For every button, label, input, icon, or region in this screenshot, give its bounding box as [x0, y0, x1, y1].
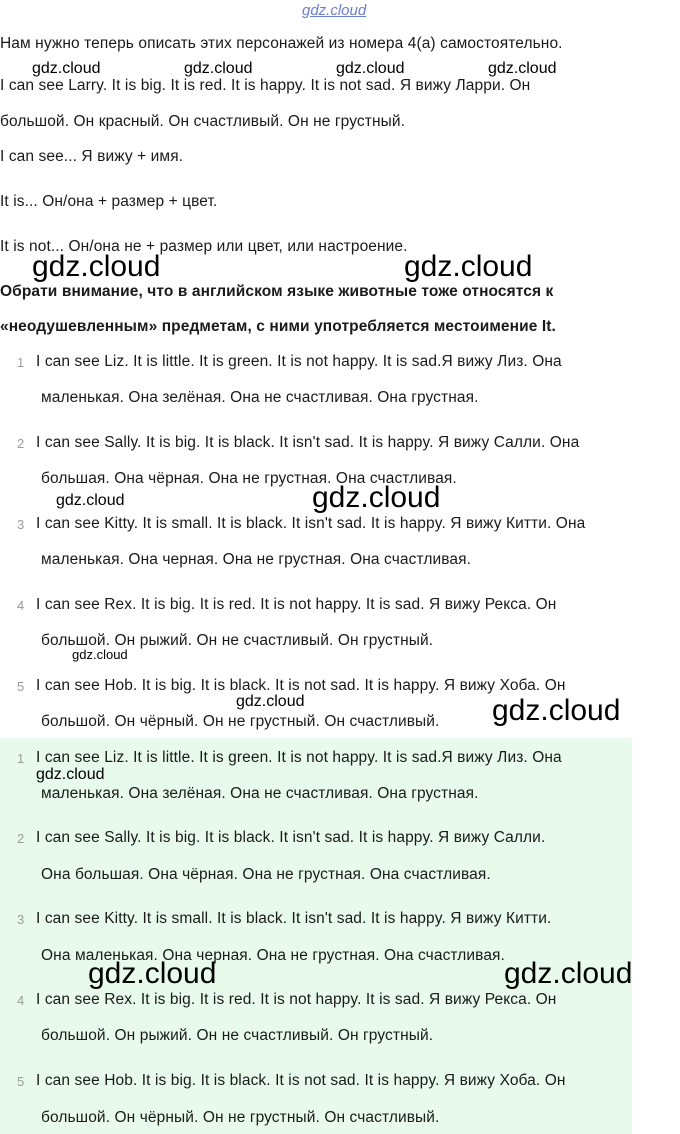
intro-line-1: Нам нужно теперь описать этих персонажей из номера 4(а) самостоятельно.: [0, 35, 563, 52]
list-item-line: большой. Он рыжий. Он не счастливый. Он грустный.: [41, 632, 434, 649]
list-item-line: большой. Он чёрный. Он не грустный. Он счастливый.: [41, 713, 440, 730]
watermark: gdz.cloud: [88, 957, 217, 990]
list-item-line: Она маленькая. Она черная. Она не грустная. Она счастливая.: [41, 947, 505, 964]
watermark: gdz.cloud: [492, 694, 621, 727]
watermark: gdz.cloud: [72, 647, 128, 662]
watermark: gdz.cloud: [236, 693, 305, 710]
list-item-number: 3: [17, 517, 25, 532]
list-item-line: маленькая. Она черная. Она не грустная. Она счастливая.: [41, 551, 472, 568]
list-item-line: I can see Rex. It is big. It is red. It is not happy. It is sad. Я вижу Рекса. Он: [36, 991, 557, 1008]
intro-line-3: большой. Он красный. Он счастливый. Он не грустный.: [0, 113, 406, 130]
list-item-number: 5: [17, 679, 25, 694]
list-item-line: I can see Rex. It is big. It is red. It is not happy. It is sad. Я вижу Рекса. Он: [36, 596, 557, 613]
watermark: gdz.cloud: [504, 957, 633, 990]
watermark: gdz.cloud: [32, 60, 101, 77]
list-item-line: большой. Он чёрный. Он не грустный. Он счастливый.: [41, 1109, 440, 1126]
list-item-line: большая. Она чёрная. Она не грустная. Она счастливая.: [41, 470, 457, 487]
list-item-number: 2: [17, 436, 25, 451]
list-item-line: I can see Kitty. It is small. It is black. It isn't sad. It is happy. Я вижу Китти.: [36, 910, 552, 927]
watermark: gdz.cloud: [56, 492, 125, 509]
note-line-2: «неодушевленным» предметам, с ними употребляется местоимение It.: [0, 318, 556, 335]
list-item-number: 4: [17, 993, 25, 1008]
list-item-line: большой. Он рыжий. Он не счастливый. Он грустный.: [41, 1027, 434, 1044]
list-item-number: 5: [17, 1074, 25, 1089]
intro-line-2: I can see Larry. It is big. It is red. It is happy. It is not sad. Я вижу Ларри. Он: [0, 77, 531, 94]
watermark: gdz.cloud: [336, 60, 405, 77]
watermark: gdz.cloud: [488, 60, 557, 77]
list-item-line: I can see Liz. It is little. It is green. It is not happy. It is sad.Я вижу Лиз. Она: [36, 353, 562, 370]
list-item-line: I can see Hob. It is big. It is black. It is not sad. It is happy. Я вижу Хоба. Он: [36, 1072, 566, 1089]
list-item-line: маленькая. Она зелёная. Она не счастливая. Она грустная.: [41, 389, 479, 406]
watermark: gdz.cloud: [184, 60, 253, 77]
rule-line-2: It is... Он/она + размер + цвет.: [0, 193, 218, 210]
watermark: gdz.cloud: [312, 481, 441, 514]
list-item-line: I can see Liz. It is little. It is green. It is not happy. It is sad.Я вижу Лиз. Она: [36, 749, 562, 766]
list-item-number: 4: [17, 598, 25, 613]
site-link[interactable]: gdz.cloud: [302, 2, 367, 19]
list-item-number: 1: [17, 751, 25, 766]
watermark: gdz.cloud: [404, 250, 533, 283]
list-item-number: 2: [17, 831, 25, 846]
watermark: gdz.cloud: [36, 766, 105, 783]
list-item-line: маленькая. Она зелёная. Она не счастливая. Она грустная.: [41, 785, 479, 802]
list-item-line: Она большая. Она чёрная. Она не грустная. Она счастливая.: [41, 866, 491, 883]
rule-line-1: I can see... Я вижу + имя.: [0, 148, 184, 165]
list-item-line: I can see Sally. It is big. It is black. It isn't sad. It is happy. Я вижу Салли. Она: [36, 434, 580, 451]
list-item-line: I can see Hob. It is big. It is black. It is not sad. It is happy. Я вижу Хоба. Он: [36, 677, 566, 694]
list-item-number: 3: [17, 912, 25, 927]
list-item-number: 1: [17, 355, 25, 370]
note-line-1: Обрати внимание, что в английском языке животные тоже относятся к: [0, 283, 554, 300]
list-item-line: I can see Kitty. It is small. It is black. It isn't sad. It is happy. Я вижу Китти. Она: [36, 515, 586, 532]
list-item-line: I can see Sally. It is big. It is black. It isn't sad. It is happy. Я вижу Салли.: [36, 829, 546, 846]
rule-line-3: It is not... Он/она не + размер или цвет, или настроение.: [0, 238, 408, 255]
watermark: gdz.cloud: [32, 250, 161, 283]
